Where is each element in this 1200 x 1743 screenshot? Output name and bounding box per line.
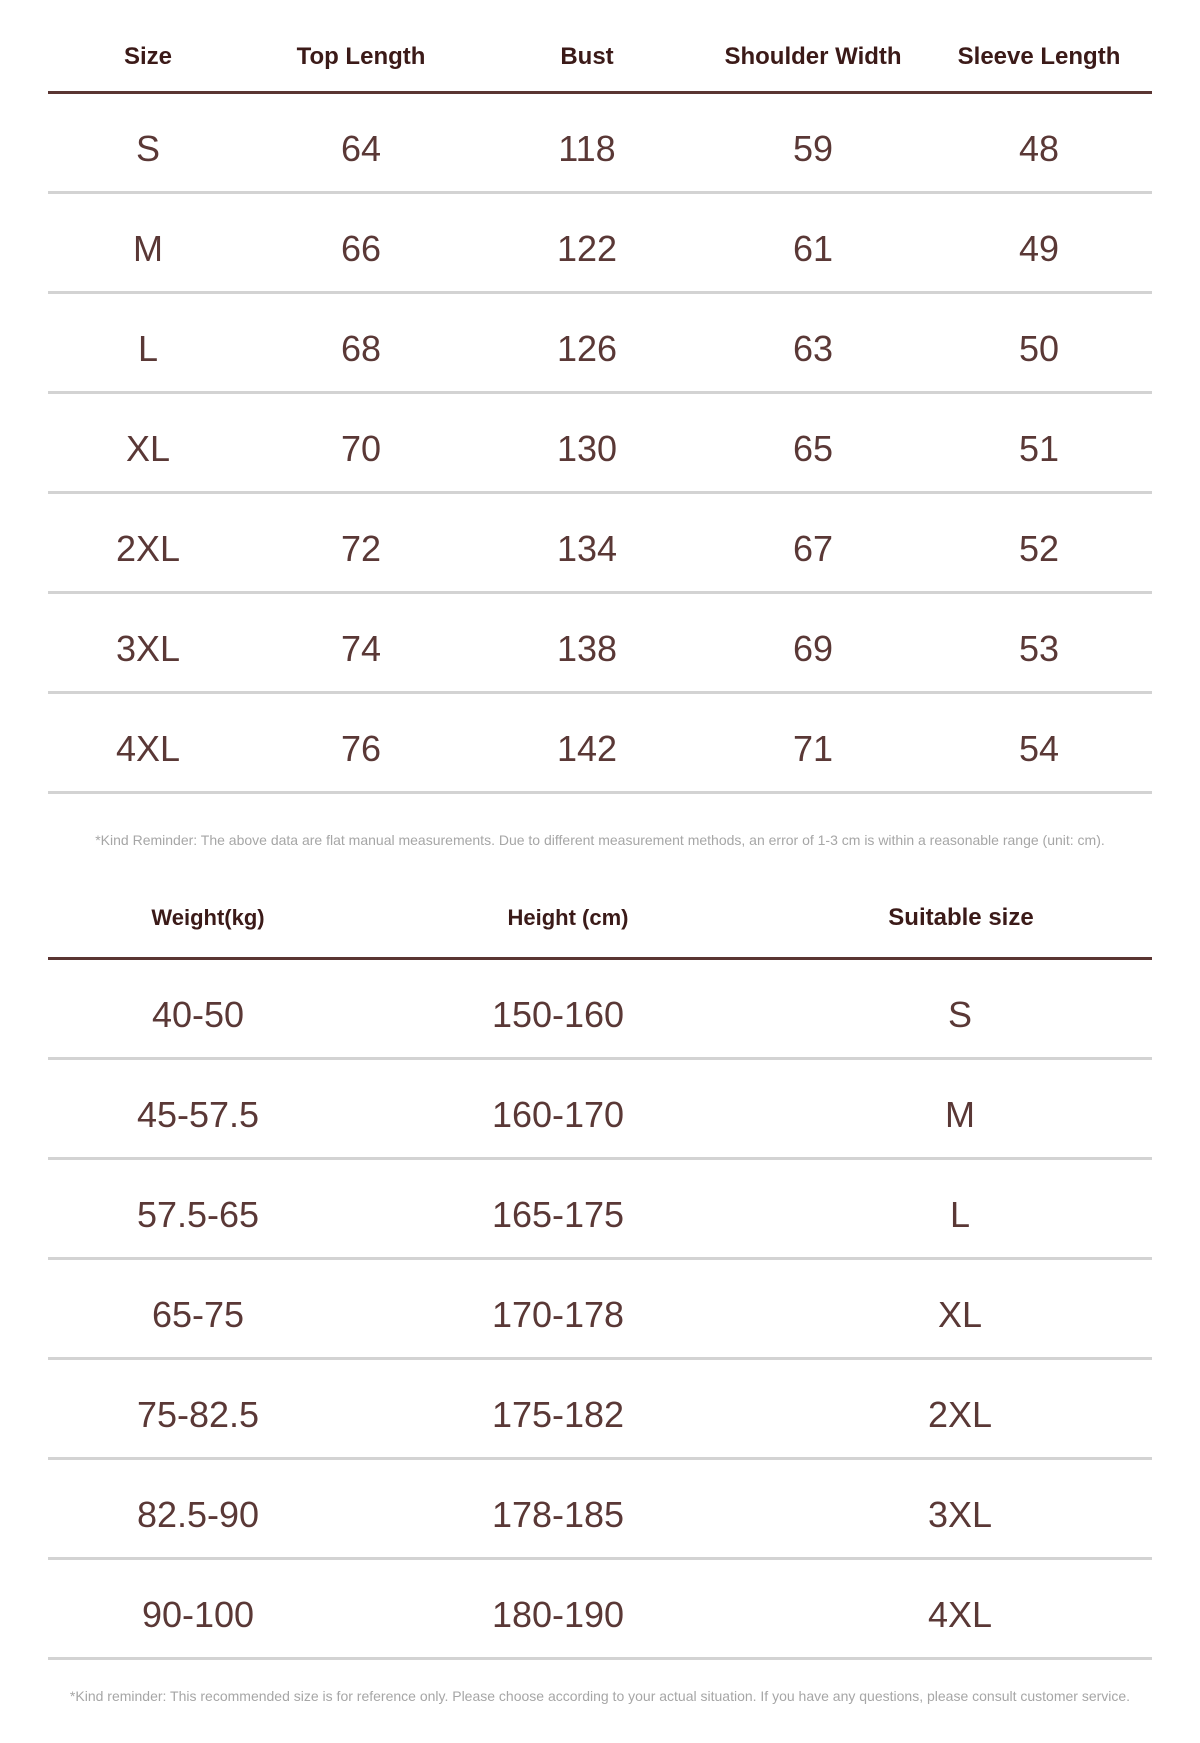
cell-suitable-size: 2XL	[927, 1393, 993, 1435]
header-weight: Weight(kg)	[151, 904, 265, 930]
header-sleeve-length: Sleeve Length	[957, 42, 1121, 70]
cell-weight: 57.5-65	[136, 1193, 260, 1235]
cell-shoulder-width: 63	[792, 327, 834, 369]
cell-size: 2XL	[115, 527, 181, 569]
cell-weight: 40-50	[151, 993, 245, 1035]
header-shoulder-width: Shoulder Width	[724, 42, 902, 70]
table-row	[48, 694, 1152, 794]
cell-sleeve-length: 49	[1018, 227, 1060, 269]
cell-height: 178-185	[491, 1493, 625, 1535]
cell-height: 165-175	[491, 1193, 625, 1235]
cell-bust: 142	[556, 727, 618, 769]
recommendation-reminder-note: *Kind reminder: This recommended size is for reference only. Please choose according to your actual situation. If you have any questions, please consult customer service.	[69, 1688, 1131, 1704]
recommend-table-header	[48, 882, 1152, 960]
cell-bust: 138	[556, 627, 618, 669]
cell-shoulder-width: 67	[792, 527, 834, 569]
header-top-length: Top Length	[296, 42, 426, 70]
cell-height: 180-190	[491, 1593, 625, 1635]
cell-size: XL	[125, 427, 171, 469]
cell-size: L	[137, 327, 159, 369]
measurement-reminder-note: *Kind Reminder: The above data are flat manual measurements. Due to different measurement methods, an error of 1-3 cm is within a reasonable range (unit: cm).	[95, 832, 1105, 848]
header-suitable-size: Suitable size	[888, 903, 1034, 931]
cell-top-length: 74	[340, 627, 382, 669]
size-measurement-table	[48, 18, 1152, 794]
cell-height: 150-160	[491, 993, 625, 1035]
table-row	[48, 294, 1152, 394]
table-row	[48, 94, 1152, 194]
cell-sleeve-length: 53	[1018, 627, 1060, 669]
size-table-header	[48, 18, 1152, 94]
size-recommendation-table	[48, 882, 1152, 1660]
cell-bust: 122	[556, 227, 618, 269]
table-row	[48, 394, 1152, 494]
cell-suitable-size: M	[945, 1093, 975, 1135]
cell-shoulder-width: 71	[792, 727, 834, 769]
cell-suitable-size: S	[947, 993, 972, 1035]
cell-suitable-size: 3XL	[927, 1493, 993, 1535]
cell-size: 4XL	[115, 727, 181, 769]
table-row	[48, 1460, 1152, 1560]
table-row	[48, 594, 1152, 694]
cell-weight: 90-100	[141, 1593, 255, 1635]
header-bust: Bust	[560, 42, 614, 70]
table-row	[48, 1160, 1152, 1260]
cell-suitable-size: 4XL	[927, 1593, 993, 1635]
cell-height: 160-170	[491, 1093, 625, 1135]
table-row	[48, 194, 1152, 294]
cell-suitable-size: XL	[937, 1293, 983, 1335]
cell-sleeve-length: 52	[1018, 527, 1060, 569]
cell-top-length: 76	[340, 727, 382, 769]
header-size: Size	[123, 42, 173, 70]
cell-top-length: 68	[340, 327, 382, 369]
cell-suitable-size: L	[949, 1193, 971, 1235]
table-row	[48, 494, 1152, 594]
cell-bust: 134	[556, 527, 618, 569]
cell-sleeve-length: 48	[1018, 127, 1060, 169]
cell-bust: 126	[556, 327, 618, 369]
cell-bust: 130	[556, 427, 618, 469]
cell-top-length: 64	[340, 127, 382, 169]
cell-sleeve-length: 51	[1018, 427, 1060, 469]
cell-top-length: 66	[340, 227, 382, 269]
cell-weight: 82.5-90	[136, 1493, 260, 1535]
cell-top-length: 70	[340, 427, 382, 469]
cell-shoulder-width: 69	[792, 627, 834, 669]
table-row	[48, 1360, 1152, 1460]
cell-shoulder-width: 65	[792, 427, 834, 469]
table-row	[48, 1560, 1152, 1660]
cell-bust: 118	[558, 127, 616, 169]
cell-sleeve-length: 54	[1018, 727, 1060, 769]
cell-weight: 65-75	[151, 1293, 245, 1335]
cell-weight: 45-57.5	[136, 1093, 260, 1135]
cell-top-length: 72	[340, 527, 382, 569]
cell-sleeve-length: 50	[1018, 327, 1060, 369]
cell-height: 175-182	[491, 1393, 625, 1435]
cell-size: S	[135, 127, 160, 169]
table-row	[48, 1260, 1152, 1360]
cell-height: 170-178	[491, 1293, 625, 1335]
cell-size: 3XL	[115, 627, 181, 669]
cell-size: M	[133, 227, 163, 269]
table-row	[48, 960, 1152, 1060]
cell-shoulder-width: 61	[792, 227, 834, 269]
table-row	[48, 1060, 1152, 1160]
cell-weight: 75-82.5	[136, 1393, 260, 1435]
cell-shoulder-width: 59	[792, 127, 834, 169]
header-height: Height (cm)	[507, 904, 629, 930]
